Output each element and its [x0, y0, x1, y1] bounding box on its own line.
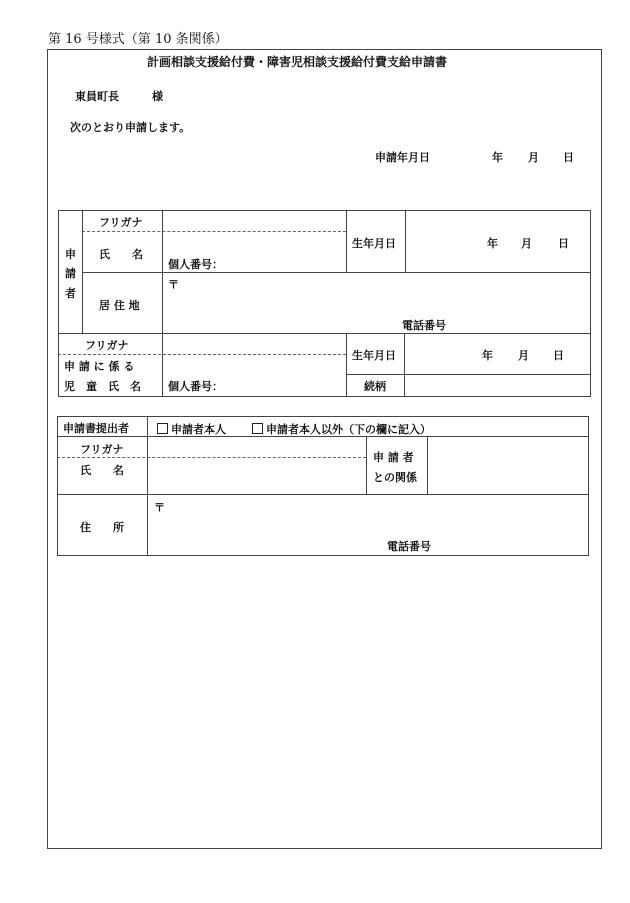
applicant-label-char-1: 申 — [65, 248, 76, 261]
child-birth-month: 月 — [518, 349, 529, 362]
child-birth-year: 年 — [482, 349, 493, 362]
applicant-furigana-label: フリガナ — [99, 216, 143, 229]
applicant-personal-number-label: 個人番号： — [168, 258, 223, 271]
submitter-label: 申請書提出者 — [63, 422, 129, 435]
form-title: 計画相談支援給付費・障害児相談支援給付費支給申請書 — [147, 55, 448, 69]
form-frame — [47, 49, 602, 849]
application-date-month: 月 — [528, 151, 539, 164]
checkbox-icon — [157, 423, 168, 434]
submitter-address-label: 住 所 — [80, 521, 124, 534]
applicant-phone-label: 電話番号 — [402, 319, 446, 332]
form-number-header: 第 16 号様式（第 10 条関係） — [48, 32, 228, 47]
submitter-phone-label: 電話番号 — [387, 540, 431, 553]
applicant-label-char-3: 者 — [65, 287, 76, 300]
intro-text: 次のとおり申請します。 — [70, 121, 191, 134]
child-label-line2: 児 童 氏 名 — [64, 380, 141, 393]
application-date-label: 申請年月日 — [375, 151, 430, 164]
applicant-birth-year: 年 — [487, 237, 498, 250]
applicant-birth-label: 生年月日 — [352, 237, 396, 250]
child-label-line1: 申 請 に 係 る — [64, 360, 135, 373]
applicant-name-label: 氏 名 — [99, 248, 143, 261]
application-date-year: 年 — [492, 151, 503, 164]
applicant-label-char-2: 請 — [65, 267, 76, 280]
submitter-relation-line2: との関係 — [373, 471, 417, 484]
child-relation-label: 続柄 — [364, 380, 386, 393]
submitter-option-other[interactable] — [252, 423, 431, 435]
application-date-day: 日 — [563, 151, 574, 164]
submitter-option-other-label: 申請者本人以外（下の欄に記入） — [266, 423, 431, 436]
submitter-relation-line1: 申 請 者 — [373, 451, 414, 464]
checkbox-icon — [252, 423, 263, 434]
submitter-option-self-label: 申請者本人 — [171, 423, 226, 436]
submitter-name-label: 氏 名 — [80, 464, 124, 477]
submitter-postal-mark: 〒 — [154, 501, 165, 514]
applicant-address-label: 居 住 地 — [99, 299, 140, 312]
addressee: 東員町長 様 — [75, 90, 163, 103]
child-personal-number-label: 個人番号： — [168, 380, 223, 393]
submitter-option-self[interactable] — [157, 423, 226, 435]
applicant-postal-mark: 〒 — [168, 278, 179, 291]
child-furigana-label: フリガナ — [85, 339, 129, 352]
submitter-furigana-label: フリガナ — [80, 443, 124, 456]
child-birth-label: 生年月日 — [352, 349, 396, 362]
applicant-birth-day: 日 — [558, 237, 569, 250]
applicant-birth-month: 月 — [521, 237, 532, 250]
child-birth-day: 日 — [553, 349, 564, 362]
